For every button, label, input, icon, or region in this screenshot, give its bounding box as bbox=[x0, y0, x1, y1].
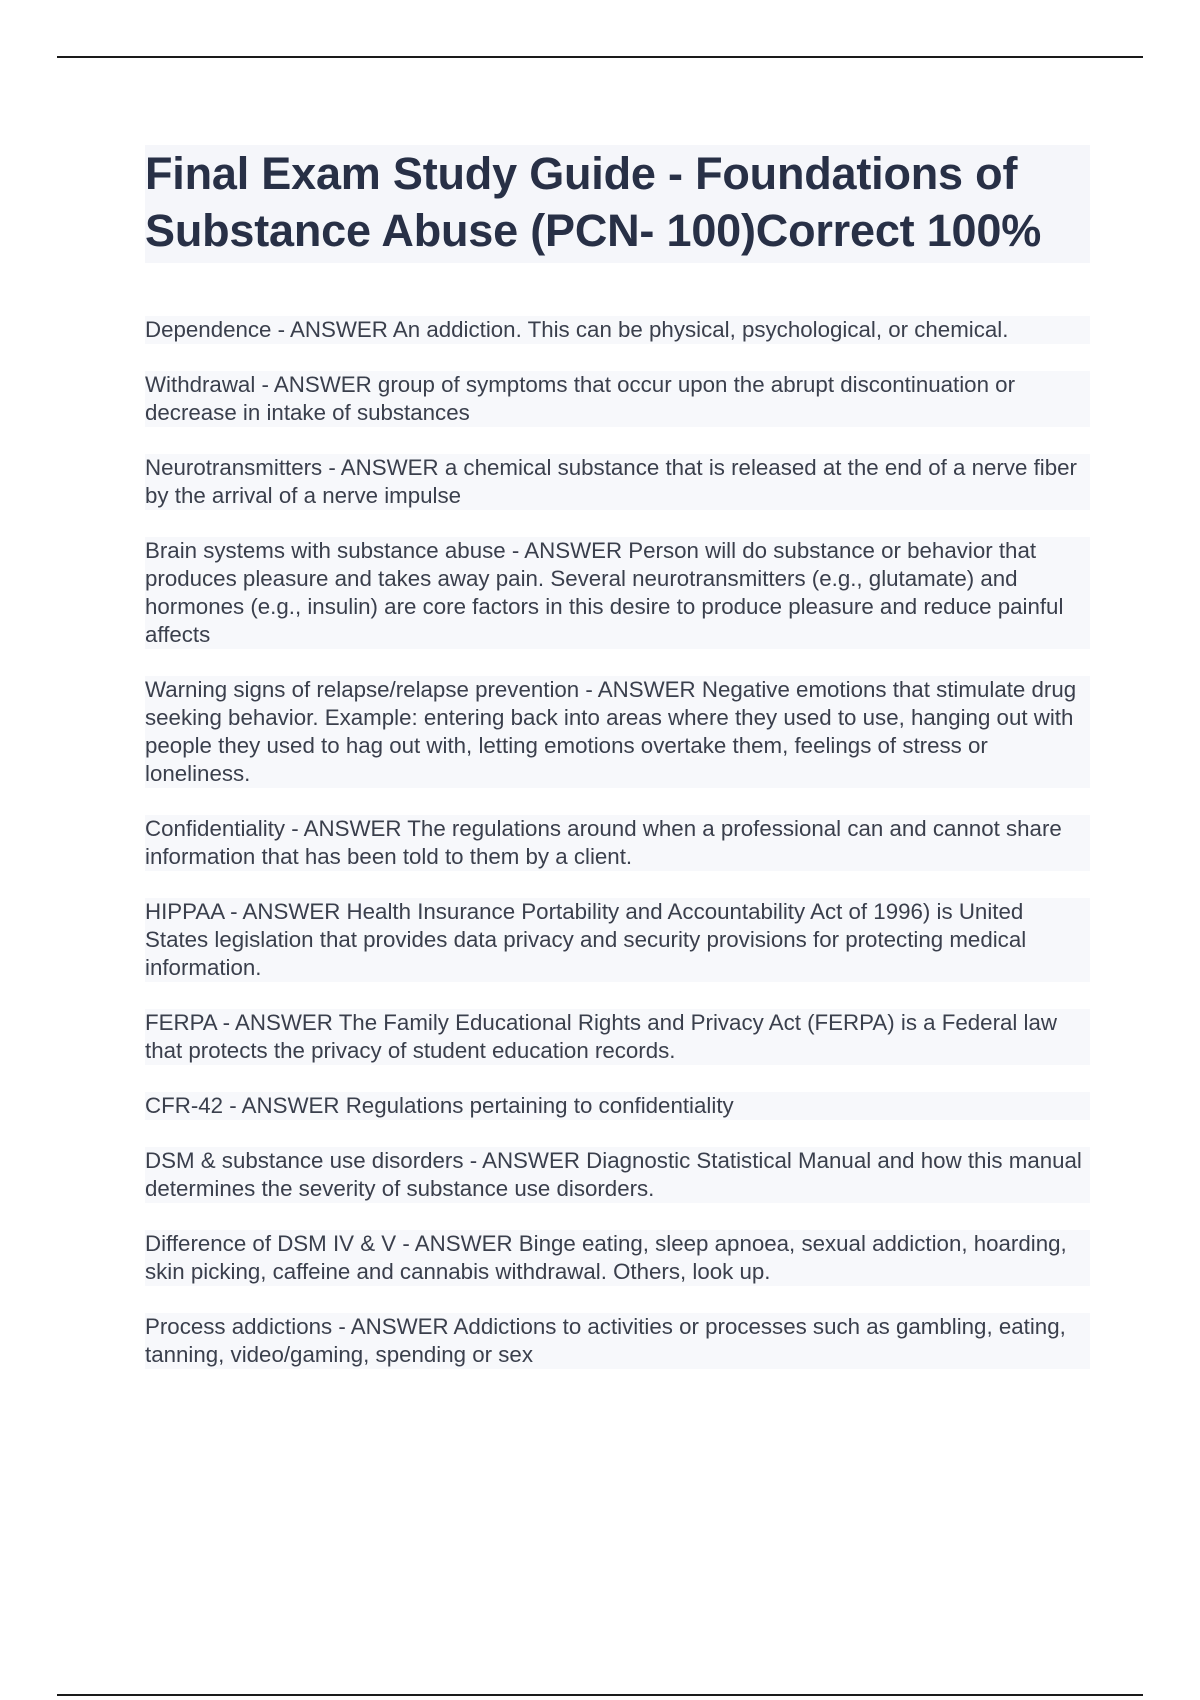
qa-entry-cfr-42: CFR-42 - ANSWER Regulations pertaining to confidentiality bbox=[145, 1092, 1090, 1120]
qa-entry-ferpa: FERPA - ANSWER The Family Educational Rights and Privacy Act (FERPA) is a Federal law that protects the privacy of student education records. bbox=[145, 1009, 1090, 1065]
qa-entry-hippaa: HIPPAA - ANSWER Health Insurance Portability and Accountability Act of 1996) is United States legislation that provides data privacy and security provisions for protecting medical information. bbox=[145, 898, 1090, 982]
qa-entry-neurotransmitters: Neurotransmitters - ANSWER a chemical substance that is released at the end of a nerve fiber by the arrival of a nerve impulse bbox=[145, 454, 1090, 510]
qa-list bbox=[145, 316, 1090, 1369]
qa-entry-relapse-warning-signs: Warning signs of relapse/relapse prevention - ANSWER Negative emotions that stimulate drug seeking behavior. Example: entering back into areas where they used to use, hanging out with people they used to hag out with, letting emotions overtake them, feelings of stress or loneliness. bbox=[145, 676, 1090, 788]
qa-entry-withdrawal: Withdrawal - ANSWER group of symptoms that occur upon the abrupt discontinuation or decrease in intake of substances bbox=[145, 371, 1090, 427]
bottom-divider bbox=[57, 1694, 1143, 1696]
document-title: Final Exam Study Guide - Foundations of Substance Abuse (PCN- 100)Correct 100% bbox=[145, 148, 1042, 256]
qa-entry-process-addictions: Process addictions - ANSWER Addictions to activities or processes such as gambling, eating, tanning, video/gaming, spending or sex bbox=[145, 1313, 1090, 1369]
document-body bbox=[145, 145, 1090, 1396]
qa-entry-dependence: Dependence - ANSWER An addiction. This can be physical, psychological, or chemical. bbox=[145, 316, 1090, 344]
title-block bbox=[145, 145, 1090, 263]
qa-entry-brain-systems: Brain systems with substance abuse - ANSWER Person will do substance or behavior that produces pleasure and takes away pain. Several neurotransmitters (e.g., glutamate) and hormones (e.g., insulin) are core factors in this desire to produce pleasure and reduce painful affects bbox=[145, 537, 1090, 649]
qa-entry-confidentiality: Confidentiality - ANSWER The regulations around when a professional can and cannot share information that has been told to them by a client. bbox=[145, 815, 1090, 871]
top-divider bbox=[57, 56, 1143, 58]
qa-entry-dsm-difference: Difference of DSM IV & V - ANSWER Binge eating, sleep apnoea, sexual addiction, hoarding, skin picking, caffeine and cannabis withdrawal. Others, look up. bbox=[145, 1230, 1090, 1286]
qa-entry-dsm-sud: DSM & substance use disorders - ANSWER Diagnostic Statistical Manual and how this manual determines the severity of substance use disorders. bbox=[145, 1147, 1090, 1203]
